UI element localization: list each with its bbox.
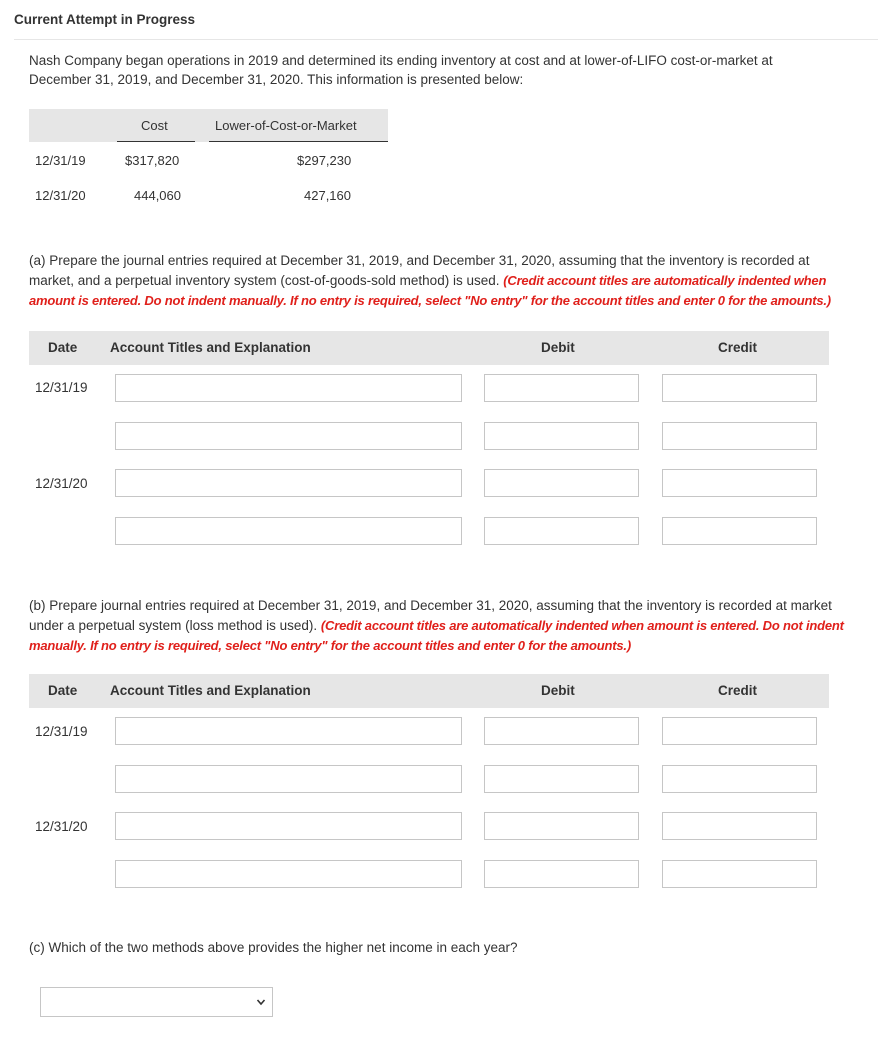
credit-column-header: Credit [718, 340, 758, 355]
journal-a-credit-input[interactable] [662, 374, 817, 402]
journal-b-debit-input[interactable] [484, 812, 639, 840]
credit-column-header: Credit [718, 683, 758, 698]
journal-b-credit-input[interactable] [662, 812, 817, 840]
lcm-column-header: Lower-of-Cost-or-Market [215, 118, 357, 133]
cost-column-header: Cost [141, 118, 168, 133]
part-a-text: (a) Prepare the journal entries required at December 31, 2019, and December 31, 2020, assuming that the inventory is recorded at market, and a perpetual inventory system (cost-of-goods-sold method) is used. [29, 253, 810, 288]
journal-a-account-input[interactable] [115, 469, 462, 497]
journal-a-account-input[interactable] [115, 517, 462, 545]
journal-a-debit-input[interactable] [484, 374, 639, 402]
date-column-header: Date [48, 340, 78, 355]
part-c-question: (c) Which of the two methods above provides the higher net income in each year? [29, 940, 518, 955]
inventory-row-cost: 444,060 [134, 188, 181, 203]
journal-b-credit-input[interactable] [662, 765, 817, 793]
journal-a-account-input[interactable] [115, 374, 462, 402]
journal-a-header [29, 331, 829, 365]
debit-column-header: Debit [541, 683, 575, 698]
inventory-row-date: 12/31/20 [35, 188, 86, 203]
journal-b-credit-input[interactable] [662, 860, 817, 888]
journal-b-date-1: 12/31/19 [35, 724, 88, 739]
journal-b-credit-input[interactable] [662, 717, 817, 745]
journal-a-debit-input[interactable] [484, 469, 639, 497]
journal-b-account-input[interactable] [115, 860, 462, 888]
cost-header-underline [117, 141, 195, 142]
inventory-row-lcm: 427,160 [304, 188, 351, 203]
journal-a-date-1: 12/31/19 [35, 380, 88, 395]
part-a-instructions [29, 251, 849, 311]
journal-b-debit-input[interactable] [484, 765, 639, 793]
part-b-note: (Credit account titles are automatically indented when amount is entered. Do not indent manually. If no entry is required, select "No entry" for the account titles and enter 0 for the amounts.) [29, 618, 844, 653]
inventory-row-date: 12/31/19 [35, 153, 86, 168]
journal-a-debit-input[interactable] [484, 422, 639, 450]
page-title: Current Attempt in Progress [14, 12, 196, 27]
journal-b-debit-input[interactable] [484, 860, 639, 888]
debit-column-header: Debit [541, 340, 575, 355]
date-column-header: Date [48, 683, 78, 698]
part-b-instructions [29, 596, 849, 656]
inventory-row-cost: $317,820 [125, 153, 180, 168]
chevron-down-icon [256, 993, 266, 1014]
journal-a-credit-input[interactable] [662, 422, 817, 450]
part-b-text: (b) Prepare journal entries required at December 31, 2019, and December 31, 2020, assuming that the inventory is recorded at market under a perpetual system (loss method is used). [29, 598, 832, 633]
journal-a-debit-input[interactable] [484, 517, 639, 545]
header-divider [14, 39, 878, 40]
account-column-header: Account Titles and Explanation [110, 683, 311, 698]
part-c-answer-select[interactable] [40, 987, 273, 1017]
journal-a-account-input[interactable] [115, 422, 462, 450]
journal-b-header [29, 674, 829, 708]
problem-intro: Nash Company began operations in 2019 and determined its ending inventory at cost and at lower-of-LIFO cost-or-market at December 31, 2019, and December 31, 2020. This information is presented below: [29, 53, 773, 87]
journal-a-credit-input[interactable] [662, 517, 817, 545]
account-column-header: Account Titles and Explanation [110, 340, 311, 355]
journal-b-date-2: 12/31/20 [35, 819, 88, 834]
lcm-header-underline [209, 141, 388, 142]
journal-b-account-input[interactable] [115, 765, 462, 793]
inventory-row-lcm: $297,230 [297, 153, 352, 168]
journal-a-credit-input[interactable] [662, 469, 817, 497]
journal-b-account-input[interactable] [115, 717, 462, 745]
part-a-note: (Credit account titles are automatically indented when amount is entered. Do not indent manually. If no entry is required, select "No entry" for the account titles and enter 0 for the amounts.) [29, 273, 831, 308]
journal-b-account-input[interactable] [115, 812, 462, 840]
journal-b-debit-input[interactable] [484, 717, 639, 745]
journal-a-date-2: 12/31/20 [35, 476, 88, 491]
